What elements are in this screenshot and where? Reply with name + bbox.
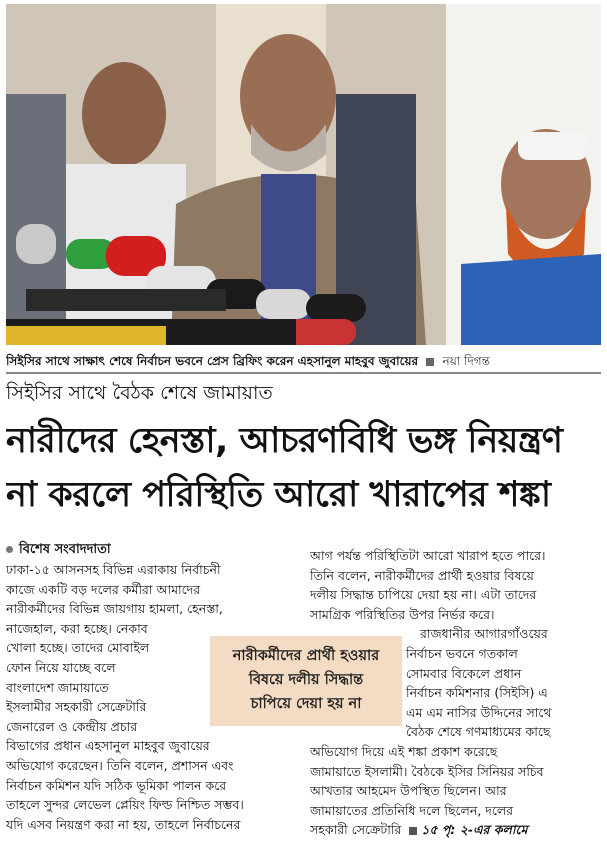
text-line: সোমবার বিকেলে প্রধান (406, 665, 522, 681)
text-line: নির্বাচন কমিশনার (সিইসি) এ (406, 685, 548, 701)
byline-text: বিশেষ সংবাদদাতা (19, 542, 111, 557)
text-line: নারীকর্মীদের বিভিন্ন জায়গায় হামলা, হেনস্তা, (6, 601, 223, 617)
text-line: দলীয় সিদ্ধান্ত চাপিয়ে দেয়া হয় না। এটা তাদের (310, 587, 537, 603)
text-line: তাহলে সুন্দর লেভেল প্লেয়িং ফিল্ড নিশ্চিত সম্ভব। (6, 797, 244, 813)
text-line: ঢাকা-১৫ আসনসহ বিভিন্ন এরাকায় নির্বাচনী (6, 562, 221, 577)
byline (6, 540, 296, 560)
bullet-icon (6, 546, 13, 553)
pull-quote-line: নারীকর্মীদের প্রার্থী হওয়ার (232, 648, 380, 664)
text-line: জামায়াতে ইসলামী। বৈঠকে ইসির সিনিয়র সচিব (310, 763, 544, 779)
text-line: নির্বাচন কমিশন যদি সঠিক ভূমিকা পালন করে (6, 777, 227, 793)
headline-line-1: নারীদের হেনস্তা, আচরণবিধি ভঙ্গ নিয়ন্ত্রণ (6, 421, 563, 461)
text-line: যদি এসব নিয়ন্ত্রণ করা না হয়, তাহলে নির্বাচনের (6, 816, 241, 832)
kicker: সিইসির সাথে বৈঠক শেষে জামায়াত (6, 382, 273, 404)
text-line: তিনি বলেন, নারীকর্মীদের প্রার্থী হওয়ার বিষয়ে (310, 567, 534, 583)
press-briefing-illustration (6, 4, 601, 345)
text-line: জেনারেল ও কেন্দ্রীয় প্রচার (6, 718, 138, 734)
photo-caption (6, 350, 601, 374)
text-line: বৈঠক শেষে গণমাধ্যমের কাছে (406, 724, 551, 740)
text-line: আগ পর্যন্ত পরিস্থিতিটা আরো খারাপ হতে পারে। (310, 548, 546, 563)
pull-quote-line: বিষয়ে দলীয় সিদ্ধান্ত (248, 672, 364, 688)
text-line: নাজেহাল, করা হচ্ছে। নেকাব (6, 620, 148, 636)
square-bullet-icon (409, 827, 417, 835)
text-line: অভিযোগ করেছেন। তিনি বলেন, প্রশাসন এবং (6, 757, 234, 773)
text-line: ইসলামীর সহকারী সেক্রেটারি (6, 699, 147, 715)
headline-line-2: না করলে পরিস্থিতি আরো খারাপের শঙ্কা (6, 475, 551, 515)
text-fragment: সহকারী সেক্রেটারি (310, 822, 402, 838)
headline (6, 414, 601, 522)
jump-line[interactable] (405, 822, 527, 837)
text-line: বাংলাদেশ জামায়াতে (6, 679, 109, 695)
text-line: রাজধানীর আগারগাঁওয়ের (420, 626, 548, 642)
text-line: সামগ্রিক পরিস্থিতির উপর নির্ভর করে। (310, 606, 495, 622)
pull-quote-line: চাপিয়ে দেয়া হয় না (250, 696, 362, 712)
text-line: খোলা হচ্ছে। তাদের মোবাইল (6, 640, 150, 656)
pull-quote (210, 636, 402, 726)
news-photo (6, 4, 601, 345)
text-line: ফোন নিয়ে যাচ্ছে বলে (6, 659, 116, 675)
text-line: এম এম নাসির উদ্দিনের সাথে (406, 704, 552, 720)
text-line (310, 820, 601, 840)
text-line: জামায়াতের প্রতিনিধি দলে ছিলেন, দলের (310, 802, 514, 818)
text-line: অভিযোগ দিয়ে এই শঙ্কা প্রকাশ করেছে (310, 743, 498, 759)
square-bullet-icon (426, 358, 434, 366)
jump-text: ১৫ পৃ: ২-এর কলামে (421, 822, 528, 838)
text-line: বিভাগের প্রধান এহসানুল মাহবুব জুবায়ের (6, 738, 210, 754)
caption-text: সিইসির সাথে সাক্ষাৎ শেষে নির্বাচন ভবনে প্রেস ব্রিফিং করেন এহসানুল মাহবুব জুবায়ের (6, 354, 419, 368)
text-line: আখতার আহমেদ উপস্থিত ছিলেন। আর (310, 783, 507, 799)
article-body (6, 540, 601, 852)
photo-credit: নয়া দিগন্ত (442, 354, 490, 368)
text-line: নির্বাচন ভবনে গতকাল (406, 645, 518, 661)
text-line: কাজে একটি বড় দলের কর্মীরা আমাদের (6, 581, 201, 597)
